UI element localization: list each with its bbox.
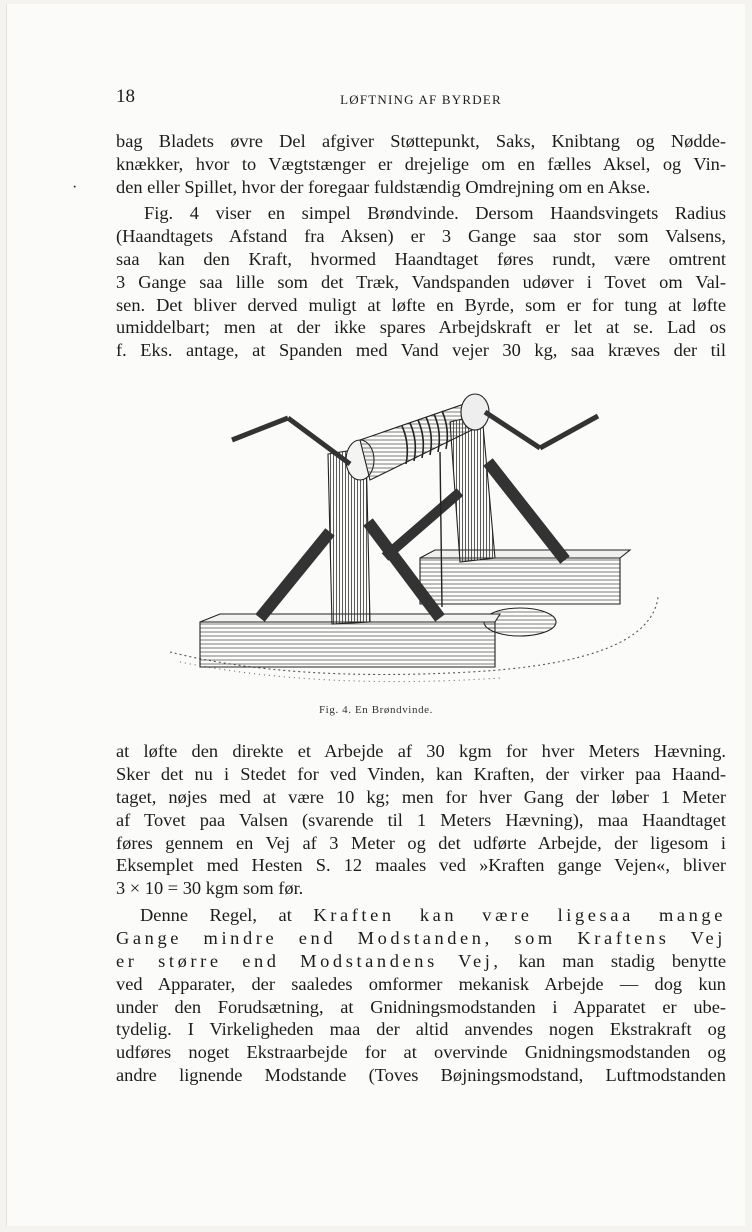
text-line: føres gennem en Vej af 3 Meter og det udførte Arbejde, der ligesom i bbox=[116, 832, 726, 853]
paragraph-3 bbox=[116, 740, 726, 900]
page-number: 18 bbox=[116, 86, 135, 107]
text-line: bag Bladets øvre Del afgiver Støttepunkt, Saks, Knibtang og Nødde- bbox=[116, 131, 726, 151]
text-line: Eksemplet med Hesten S. 12 maales ved »Kraften gange Vejen«, bliver bbox=[116, 855, 726, 876]
text-line: saa kan den Kraft, hvormed Haandtaget føres rundt, være omtrent bbox=[116, 248, 726, 269]
spaced-emphasis: Kraften kan være ligesaa mange bbox=[313, 905, 726, 925]
page-header bbox=[116, 86, 726, 110]
figure-caption: Fig. 4. En Brøndvinde. bbox=[318, 704, 434, 716]
text-line bbox=[116, 904, 726, 927]
text-run: Denne Regel, at bbox=[140, 905, 292, 925]
text-line: 3 Gange saa lille som det Træk, Vandspanden udøver i Tovet om Val- bbox=[116, 271, 726, 292]
paragraph-1 bbox=[116, 130, 726, 199]
text-line: andre lignende Modstande (Toves Bøjningsmodstand, Luftmodstanden bbox=[116, 1065, 726, 1086]
text-line: den eller Spillet, hvor der foregaar fuldstændig Omdrejning om en Akse. bbox=[116, 176, 651, 197]
paragraph-4 bbox=[116, 904, 726, 1087]
text-line: af Tovet paa Valsen (svarende til 1 Meters Hævning), maa Haandtaget bbox=[116, 809, 726, 830]
text-line bbox=[116, 950, 726, 973]
margin-dot: · bbox=[72, 179, 78, 196]
text-line: 3 × 10 = 30 kgm som før. bbox=[116, 878, 304, 899]
text-line: umiddelbart; men at der ikke spares Arbejdskraft er let at se. Lad os bbox=[116, 317, 726, 338]
windlass-illustration bbox=[170, 382, 660, 698]
text-line: udføres noget Ekstraarbejde for at overvinde Gnidningsmodstanden og bbox=[116, 1042, 726, 1063]
text-line: f. Eks. antage, at Spanden med Vand vejer 30 kg, saa kræves der til bbox=[116, 340, 726, 361]
text-line: knækker, hvor to Vægtstænger er drejelige om en fælles Aksel, og Vin- bbox=[116, 153, 726, 174]
text-line: Fig. 4 viser en simpel Brøndvinde. Dersom Haandsvingets Radius bbox=[144, 203, 726, 223]
text-line: sen. Det bliver derved muligt at løfte en Byrde, som er for tung at løfte bbox=[116, 294, 726, 315]
text-line: under den Forudsætning, at Gnidningsmodstanden i Apparatet er ube- bbox=[116, 996, 726, 1017]
text-run: kan man stadig benytte bbox=[518, 950, 726, 971]
running-head: LØFTNING AF BYRDER bbox=[340, 92, 502, 107]
text-line: Sker det nu i Stedet for ved Vinden, kan Kraften, der virker paa Haand- bbox=[116, 763, 726, 784]
text-line: tydelig. I Virkeligheden maa der altid anvendes nogen Ekstrakraft og bbox=[116, 1019, 726, 1040]
text-line: (Haandtagets Afstand fra Aksen) er 3 Gange saa stor som Valsens, bbox=[116, 225, 726, 246]
text-line: taget, nøjes med at være 10 kg; men for hver Gang der løber 1 Meter bbox=[116, 786, 726, 807]
paragraph-2 bbox=[116, 202, 726, 362]
text-line: ved Apparater, der saaledes omformer mekanisk Arbejde — dog kun bbox=[116, 973, 726, 994]
text-line: at løfte den direkte et Arbejde af 30 kgm for hver Meters Hævning. bbox=[116, 741, 726, 761]
figure-well-windlass bbox=[170, 382, 660, 698]
spaced-emphasis: er større end Modstandens Vej, bbox=[116, 950, 502, 971]
spaced-emphasis: Gange mindre end Modstanden, som Kraftens Vej bbox=[116, 927, 726, 948]
